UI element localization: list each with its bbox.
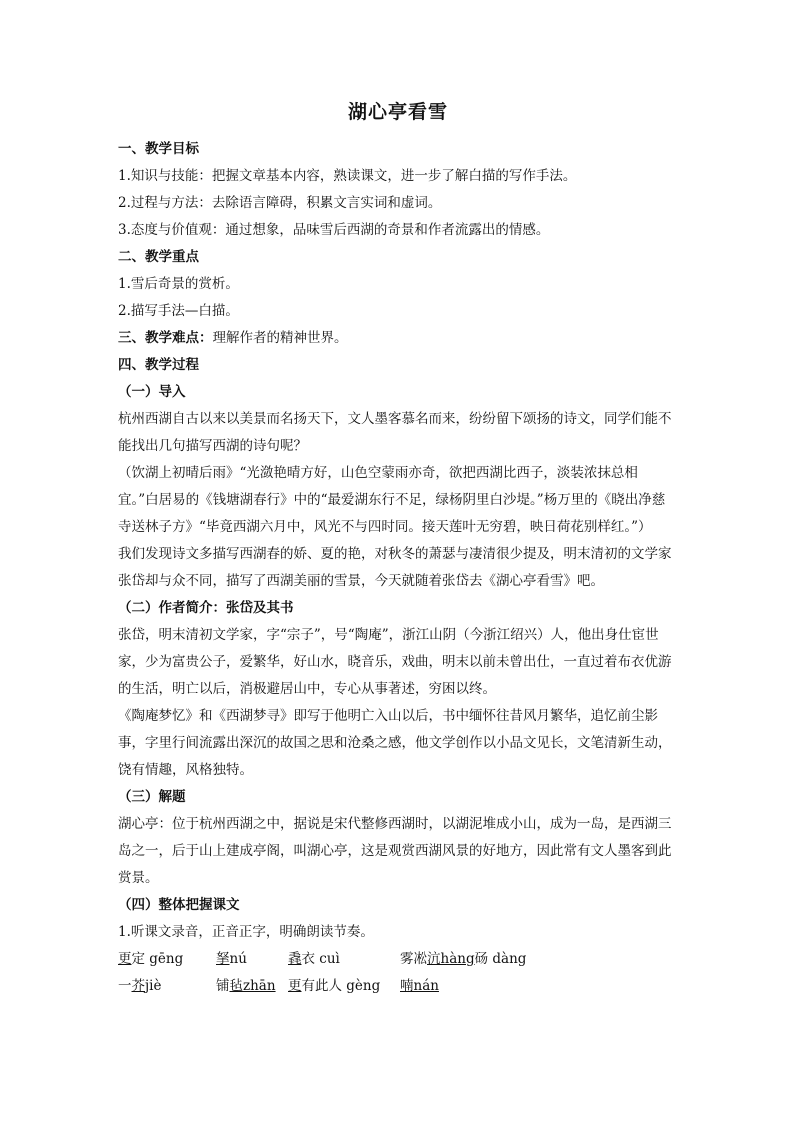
reading: 有此人 gèng xyxy=(301,978,381,994)
paragraph: 我们发现诗文多描写西湖春的娇、夏的艳，对秋冬的萧瑟与凄清很少提及，明末清初的文学家张岱却与众不同，描写了西湖美丽的雪景，今天就随着张岱去《湖心亭看雪》吧。 xyxy=(118,546,672,589)
subsection-heading: （四）整体把握课文 xyxy=(118,897,240,913)
difficulty-line xyxy=(118,325,678,352)
pinyin-entry xyxy=(216,973,288,1000)
word-prefix: 一 xyxy=(118,978,132,994)
document-page xyxy=(118,97,678,1000)
paragraph: 张岱，明末清初文学家，字“宗子”，号“陶庵”，浙江山阴（今浙江绍兴）人，他出身仕宦世家，少为富贵公子，爱繁华，好山水，晓音乐，戏曲，明末以前未曾出仕，一直过着布衣优游的生活，明亡以后，消极避居山中，专心从事著述，穷困以终。 xyxy=(118,627,672,697)
reading: hàng xyxy=(440,951,475,967)
reading: jiè xyxy=(145,978,162,994)
section-heading: 一、教学目标 xyxy=(118,141,199,157)
subsection-heading: （三）解题 xyxy=(118,789,186,805)
objective-item: 3.态度与价值观：通过想象，品味雪后西湖的奇景和作者流露出的情感。 xyxy=(118,222,550,238)
reading: 砀 dàng xyxy=(474,951,527,967)
word: 毳 xyxy=(288,951,302,967)
paragraph: （饮湖上初晴后雨》“光潋艳晴方好，山色空蒙雨亦奇，欲把西湖比西子，淡装浓抹总相宜。”白居易的《钱塘湖春行》中的“最爱湖东行不足，绿杨阴里白沙堤。”杨万里的《晓出净慈寺送林子方》“毕竟西湖六月中，风光不与四时同。接天莲叶无穷碧，映日荷花别样红。”） xyxy=(118,465,666,535)
pinyin-entry xyxy=(216,946,288,973)
focus-item: 2.描写手法—白描。 xyxy=(118,303,239,319)
reading: 定 gēng xyxy=(131,951,184,967)
word: 沆 xyxy=(427,951,441,967)
reading: zhān xyxy=(243,978,276,994)
word: 毡 xyxy=(229,978,243,994)
pinyin-row xyxy=(118,973,678,1000)
word: 拏 xyxy=(216,951,230,967)
difficulty-text: 理解作者的精神世界。 xyxy=(212,330,348,346)
reading: nú xyxy=(229,951,247,967)
word: 更 xyxy=(288,978,302,994)
section-heading: 三、教学难点： xyxy=(118,330,213,346)
objective-item: 2.过程与方法：去除语言障碍，积累文言实词和虚词。 xyxy=(118,195,442,211)
word-prefix: 雾凇 xyxy=(400,951,427,967)
objective-item: 1.知识与技能：把握文章基本内容，熟读课文，进一步了解白描的写作手法。 xyxy=(118,168,577,184)
word: 更 xyxy=(118,951,132,967)
word: 芥 xyxy=(131,978,145,994)
section-heading: 四、教学过程 xyxy=(118,357,199,373)
subsection-heading: （二）作者简介：张岱及其书 xyxy=(118,600,294,616)
paragraph: 《陶庵梦忆》和《西湖梦寻》即写于他明亡入山以后，书中缅怀往昔风月繁华，追忆前尘影事，字里行间流露出深沉的故国之思和沧桑之感，他文学创作以小品文见长，文笔清新生动，饶有情趣，风格独特。 xyxy=(118,708,672,778)
pinyin-entry xyxy=(118,973,216,1000)
paragraph: 1.听课文录音，正音正字，明确朗读节奏。 xyxy=(118,924,374,940)
pinyin-row xyxy=(118,946,678,973)
pinyin-entry xyxy=(400,946,526,973)
pinyin-entry xyxy=(400,973,439,1000)
section-heading: 二、教学重点 xyxy=(118,249,199,265)
pinyin-entry xyxy=(288,946,400,973)
page-title: 湖心亭看雪 xyxy=(347,101,448,123)
pinyin-entry xyxy=(118,946,216,973)
pinyin-entry xyxy=(288,973,400,1000)
subsection-heading: （一）导入 xyxy=(118,384,186,400)
paragraph: 湖心亭：位于杭州西湖之中，据说是宋代整修西湖时，以湖泥堆成小山，成为一岛，是西湖三岛之一，后于山上建成亭阁，叫湖心亭，这是观赏西湖风景的好地方，因此常有文人墨客到此赏景。 xyxy=(118,816,672,886)
paragraph: 杭州西湖自古以来以美景而名扬天下，文人墨客慕名而来，纷纷留下颂扬的诗文，同学们能不能找出几句描写西湖的诗句呢？ xyxy=(118,411,672,454)
focus-item: 1.雪后奇景的赏析。 xyxy=(118,276,239,292)
reading: 衣 cuì xyxy=(301,951,340,967)
word-prefix: 铺 xyxy=(216,978,230,994)
word: 喃 xyxy=(400,978,414,994)
reading: nán xyxy=(413,978,439,994)
